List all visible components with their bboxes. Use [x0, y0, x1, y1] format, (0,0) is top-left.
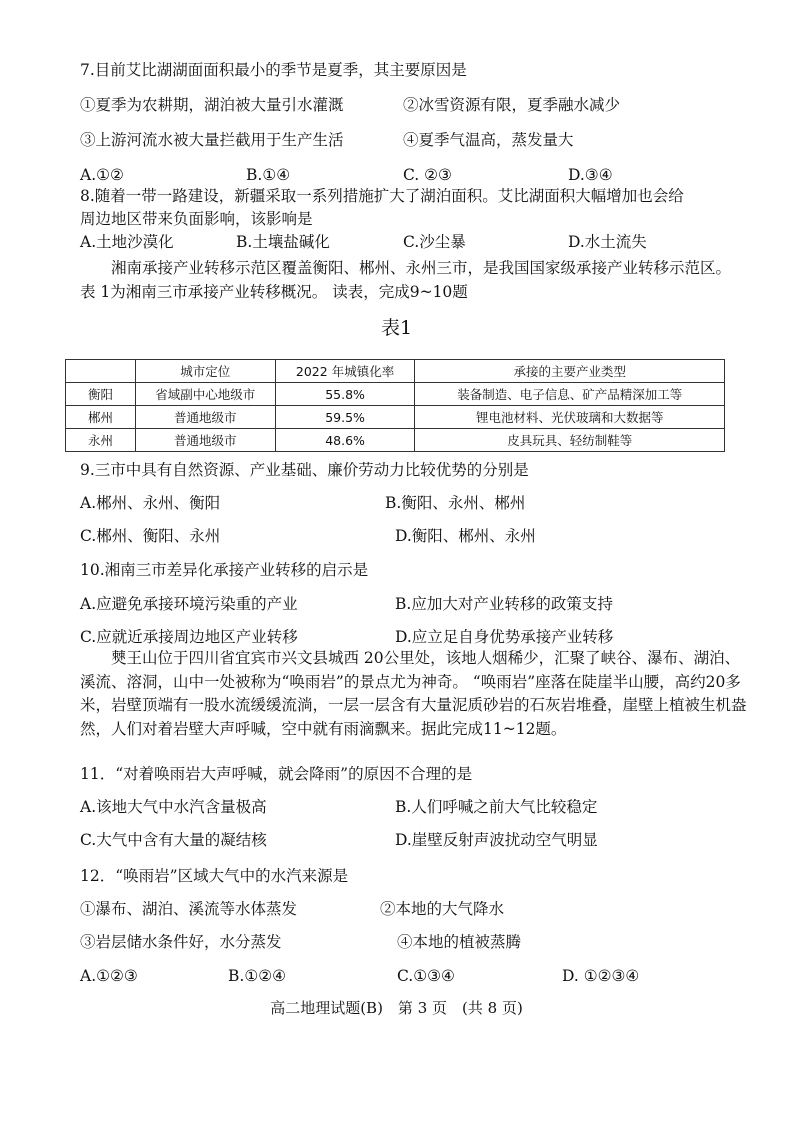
q7-statement-4: ④夏季气温高，蒸发量大	[403, 131, 574, 149]
q12-option-d: D. ①②③④	[562, 967, 640, 985]
q12-stem: 12．“唤雨岩”区域大气中的水汽来源是	[80, 867, 349, 885]
table-row	[66, 429, 725, 452]
table-header-cell	[66, 360, 136, 383]
q12-statement-2: ②本地的大气降水	[380, 900, 505, 918]
q10-option-d: D.应立足自身优势承接产业转移	[395, 628, 614, 646]
table-cell: 48.6%	[275, 429, 415, 452]
q7-stem: 7.目前艾比湖湖面面积最小的季节是夏季，其主要原因是	[80, 61, 467, 79]
table-cell: 59.5%	[275, 406, 415, 429]
table-header-cell: 2022 年城镇化率	[275, 360, 415, 383]
industry-transfer-table	[65, 359, 725, 452]
q7-option-d: D.③④	[568, 166, 613, 184]
q9-option-d: D.衡阳、郴州、永州	[395, 527, 536, 545]
q12-option-c: C.①③④	[397, 967, 455, 985]
table-row	[66, 383, 725, 406]
q8-stem-line2: 周边地区带来负面影响，该影响是	[80, 210, 313, 228]
q8-option-a: A.土地沙漠化	[80, 233, 174, 251]
q10-option-b: B.应加大对产业转移的政策支持	[395, 595, 613, 613]
q11-option-c: C.大气中含有大量的凝结核	[80, 831, 267, 849]
table-cell: 郴州	[66, 406, 136, 429]
table-header-cell: 承接的主要产业类型	[415, 360, 725, 383]
table-cell: 衡阳	[66, 383, 136, 406]
table-cell: 装备制造、电子信息、矿产品精深加工等	[415, 383, 725, 406]
q11-option-a: A.该地大气中水汽含量极高	[80, 798, 267, 816]
q9-option-c: C.郴州、衡阳、永州	[80, 527, 221, 545]
q12-statement-1: ①瀑布、湖泊、溪流等水体蒸发	[80, 900, 298, 918]
table-cell: 永州	[66, 429, 136, 452]
q12-statement-4: ④本地的植被蒸腾	[397, 933, 522, 951]
q11-option-d: D.崖壁反射声波扰动空气明显	[395, 831, 598, 849]
q8-option-c: C.沙尘暴	[403, 233, 466, 251]
page-footer: 高二地理试题(B) 第 3 页 (共 8 页)	[270, 999, 523, 1017]
q12-option-a: A.①②③	[80, 967, 138, 985]
table-cell: 普通地级市	[135, 406, 275, 429]
table-cell: 普通地级市	[135, 429, 275, 452]
q11-option-b: B.人们呼喊之前大气比较稳定	[395, 798, 598, 816]
table-cell: 皮具玩具、轻纺制鞋等	[415, 429, 725, 452]
table-row	[66, 406, 725, 429]
table-cell: 55.8%	[275, 383, 415, 406]
q12-statement-3: ③岩层储水条件好，水分蒸发	[80, 933, 282, 951]
q12-option-b: B.①②④	[228, 967, 287, 985]
q7-option-b: B.①④	[246, 166, 291, 184]
passage-xiangnan: 湘南承接产业转移示范区覆盖衡阳、郴州、永州三市，是我国国家级承接产业转移示范区。表 1为湘南三市承接产业转移概况。 读表，完成9~10题	[80, 259, 732, 301]
q11-stem: 11．“对着唤雨岩大声呼喊，就会降雨”的原因不合理的是	[80, 765, 473, 783]
q7-statement-1: ①夏季为农耕期，湖泊被大量引水灌溉	[80, 96, 344, 114]
q10-stem: 10.湘南三市差异化承接产业转移的启示是	[80, 561, 369, 579]
q7-statement-3: ③上游河流水被大量拦截用于生产生活	[80, 131, 344, 149]
q10-option-a: A.应避免承接环境污染重的产业	[80, 595, 298, 613]
q8-stem-line1: 8.随着一带一路建设，新疆采取一系列措施扩大了湖泊面积。艾比湖面积大幅增加也会给	[80, 187, 684, 205]
q9-option-a: A.郴州、永州、衡阳	[80, 494, 221, 512]
q9-option-b: B.衡阳、永州、郴州	[385, 494, 526, 512]
table-cell: 省域副中心地级市	[135, 383, 275, 406]
q7-option-c: C. ②③	[403, 166, 452, 184]
table-header-cell: 城市定位	[135, 360, 275, 383]
table-title: 表1	[380, 317, 413, 339]
q10-option-c: C.应就近承接周边地区产业转移	[80, 628, 298, 646]
q8-option-b: B.土壤盐碱化	[236, 233, 330, 251]
q8-option-d: D.水土流失	[568, 233, 647, 251]
q7-statement-2: ②冰雪资源有限，夏季融水减少	[403, 96, 621, 114]
q7-option-a: A.①②	[80, 166, 124, 184]
table-header-row	[66, 360, 725, 383]
q9-stem: 9.三市中具有自然资源、产业基础、廉价劳动力比较优势的分别是	[80, 461, 529, 479]
table-cell: 锂电池材料、光伏玻璃和大数据等	[415, 406, 725, 429]
passage-huanyu-rock: 僰王山位于四川省宜宾市兴文县城西 20公里处，该地人烟稀少，汇聚了峡谷、瀑布、湖泊、溪流、溶洞，山中一处被称为“唤雨岩”的景点尤为神奇。 “唤雨岩”座落在陡崖半山腰，高约20多米，岩壁顶端有一股水流缓缓流淌，一层一层含有大量泥质砂岩的石灰岩堆叠，崖壁上植被生机盎然，人们对着岩壁大声呼喊，空中就有雨滴飘来。据此完成11~12题。	[80, 649, 747, 738]
